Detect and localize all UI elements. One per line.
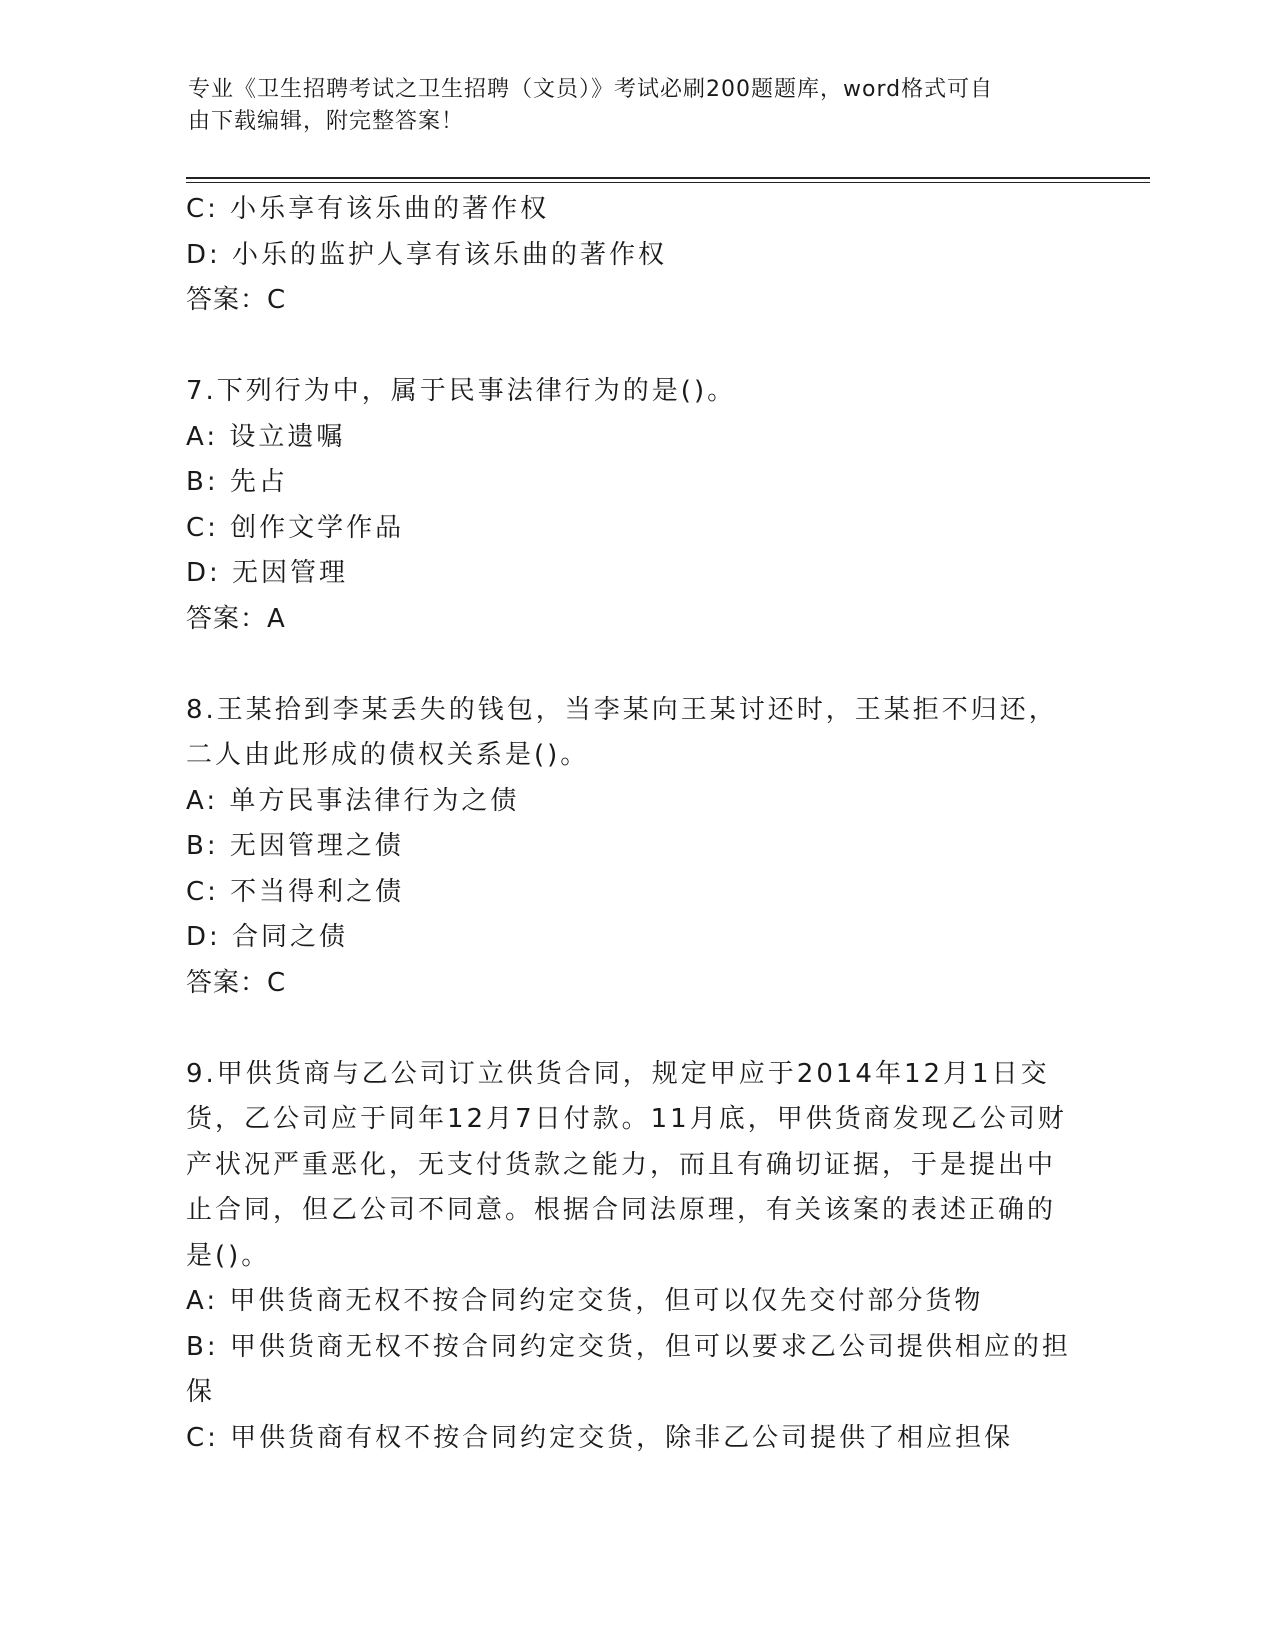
option-line: C: 不当得利之债	[186, 876, 405, 907]
document-header: 专业《卫生招聘考试之卫生招聘（文员）》考试必刷200题题库，word格式可自 由下载编辑，附完整答案！	[188, 77, 994, 134]
question-line: 二人由此形成的债权关系是()。	[186, 740, 590, 770]
option-line: D: 小乐的监护人享有该乐曲的著作权	[186, 239, 668, 270]
question-line: 是()。	[186, 1240, 271, 1271]
question-content	[186, 187, 1086, 1461]
answer-line: 答案：C	[186, 285, 287, 315]
answer-line: 答案：C	[186, 967, 287, 998]
blank-gap	[186, 1006, 1086, 1052]
option-line: A: 单方民事法律行为之债	[186, 785, 520, 816]
answer-line: 答案：A	[186, 603, 286, 634]
option-line: C: 小乐享有该乐曲的著作权	[186, 194, 550, 224]
option-line: B: 无因管理之债	[186, 831, 404, 861]
option-line: A: 甲供货商无权不按合同约定交货，但可以仅先交付部分货物	[186, 1286, 984, 1316]
option-line: B: 甲供货商无权不按合同约定交货，但可以要求乙公司提供相应的担	[186, 1331, 1071, 1362]
question-line: 7.下列行为中，属于民事法律行为的是()。	[186, 376, 737, 406]
option-line: B: 先占	[186, 467, 288, 497]
blank-gap	[186, 324, 1086, 370]
question-line: 9.甲供货商与乙公司订立供货合同，规定甲应于2014年12月1日交	[186, 1058, 1050, 1089]
option-line: C: 创作文学作品	[186, 512, 405, 543]
blank-gap	[186, 642, 1086, 688]
question-line: 产状况严重恶化，无支付货款之能力，而且有确切证据，于是提出中	[186, 1149, 1057, 1180]
option-line: D: 无因管理	[186, 558, 349, 588]
question-line: 货，乙公司应于同年12月7日付款。11月底，甲供货商发现乙公司财	[186, 1104, 1067, 1134]
header-rule-thin	[186, 182, 1150, 183]
question-line: 8.王某拾到李某丢失的钱包，当李某向王某讨还时，王某拒不归还，	[186, 694, 1058, 725]
header-rule-thick	[186, 177, 1150, 179]
option-line: A: 设立遗嘱	[186, 421, 346, 452]
question-line: 止合同，但乙公司不同意。根据合同法原理，有关该案的表述正确的	[186, 1195, 1057, 1225]
option-line: 保	[186, 1377, 216, 1407]
option-line: C: 甲供货商有权不按合同约定交货，除非乙公司提供了相应担保	[186, 1422, 1014, 1453]
option-line: D: 合同之债	[186, 922, 349, 952]
